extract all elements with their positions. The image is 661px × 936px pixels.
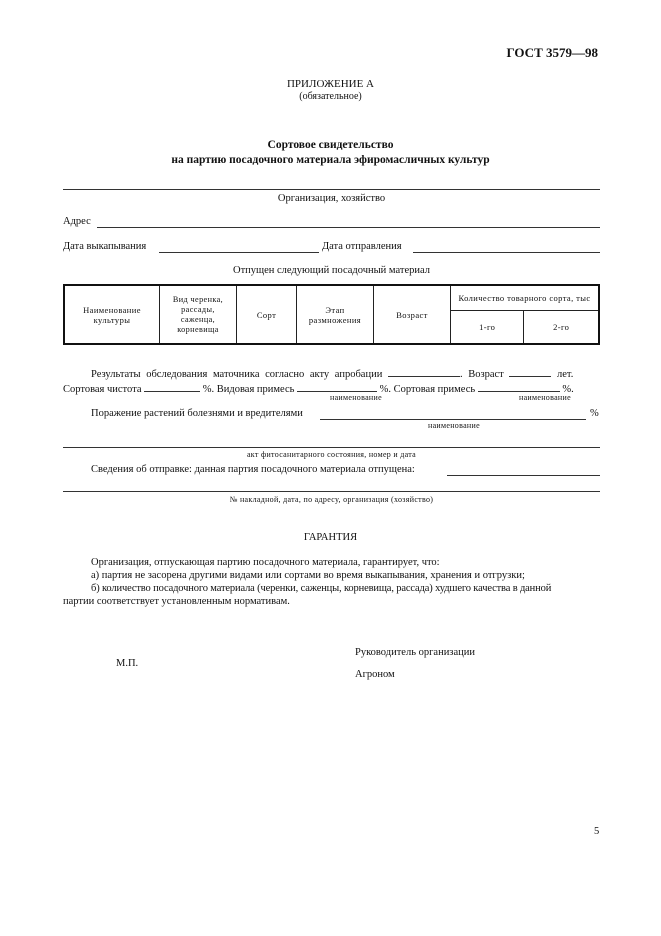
col-header-text: размножения: [308, 314, 362, 325]
species-impurity-hint: наименование: [330, 393, 382, 402]
guarantee-intro: Организация, отпускающая партию посадочного материала, гарантирует, что:: [91, 557, 440, 568]
col-header-text: саженца,: [180, 314, 216, 324]
inspection-line1-label: Результаты обследования маточника согласно акту апробации: [91, 369, 383, 380]
col-header-culture-name: [64, 285, 160, 344]
appendix-status: (обязательное): [299, 91, 362, 102]
dig-date-field-line[interactable]: [159, 252, 319, 253]
organization-caption: Организация, хозяйство: [277, 193, 386, 204]
disease-percent: %: [590, 408, 599, 419]
varietal-impurity-label: %. Сортовая примесь: [379, 384, 476, 395]
planting-material-table: [63, 284, 600, 345]
age-label: . Возраст: [459, 369, 504, 380]
col-header-text: корневища: [177, 324, 219, 334]
address-field-line[interactable]: [97, 227, 600, 228]
varietal-impurity-field[interactable]: [478, 381, 560, 392]
form-title-line1: Сортовое свидетельство: [267, 139, 394, 151]
shipping-label: Сведения об отправке: данная партия посадочного материала отпущена:: [91, 464, 415, 475]
shipping-details-field-line[interactable]: [63, 491, 600, 492]
subcol-header-first-grade: 1-го: [451, 310, 524, 344]
stamp-label: М.П.: [116, 658, 139, 669]
phyto-act-caption: акт фитосанитарного состояния, номер и дата: [246, 450, 417, 459]
disease-label: Поражение растений болезнями и вредителями: [91, 408, 303, 419]
shipping-field-line[interactable]: [447, 475, 600, 476]
released-material-caption: Отпущен следующий посадочный материал: [232, 265, 430, 276]
subcol-header-second-grade: 2-го: [524, 310, 599, 344]
ship-date-label: Дата отправления: [322, 241, 402, 252]
percent-label: %.: [562, 384, 574, 395]
varietal-purity-label: Сортовая чистота: [63, 384, 142, 395]
appendix-title: ПРИЛОЖЕНИЕ А: [286, 78, 374, 90]
col-header-quantity: Количество товарного сорта, тыс: [451, 285, 600, 310]
col-header-variety: Сорт: [237, 285, 297, 344]
phyto-act-field-line[interactable]: [63, 447, 600, 448]
varietal-impurity-hint: наименование: [519, 393, 571, 402]
age-field[interactable]: [509, 366, 551, 377]
guarantee-item-b-line2: партии соответствует установленным нормативам.: [63, 596, 290, 607]
col-header-cutting-type: [160, 285, 237, 344]
species-impurity-field[interactable]: [297, 381, 377, 392]
years-label: лет.: [557, 369, 574, 380]
disease-hint: наименование: [428, 421, 480, 430]
document-code: ГОСТ 3579—98: [506, 45, 598, 60]
head-of-organization-label: Руководитель организации: [355, 647, 475, 658]
form-title: [0, 138, 661, 168]
shipping-caption: № накладной, дата, по адресу, организация (хозяйство): [229, 495, 434, 504]
guarantee-title: ГАРАНТИЯ: [303, 532, 358, 543]
guarantee-item-b-line1: б) количество посадочного материала (черенки, саженцы, корневища, рассада) худшего качества в данной: [91, 583, 552, 594]
form-title-line2: на партию посадочного материала эфиромасличных культур: [171, 154, 490, 166]
col-header-text: Вид черенка,: [172, 294, 224, 304]
species-impurity-label: %. Видовая примесь: [202, 384, 295, 395]
dig-date-label: Дата выкапывания: [63, 241, 147, 252]
col-header-text: культуры: [93, 314, 131, 325]
inspection-results-block: [63, 366, 600, 396]
page-number: 5: [594, 826, 600, 837]
guarantee-item-a: а) партия не засорена другими видами или сортами во время выкапывания, хранения и отгрузки;: [91, 570, 525, 581]
col-header-text: Этап: [325, 304, 345, 315]
organization-field-line[interactable]: [63, 189, 600, 190]
col-header-text: Наименование: [83, 304, 141, 315]
guarantee-text: [63, 556, 603, 608]
agronomist-label: Агроном: [355, 669, 395, 680]
approbation-act-field[interactable]: [388, 366, 460, 377]
disease-field-line[interactable]: [320, 419, 586, 420]
varietal-purity-field[interactable]: [144, 381, 200, 392]
address-label: Адрес: [63, 216, 91, 227]
ship-date-field-line[interactable]: [413, 252, 600, 253]
col-header-age: Возраст: [374, 285, 451, 344]
col-header-propagation-stage: [297, 285, 374, 344]
col-header-text: рассады,: [181, 304, 215, 314]
